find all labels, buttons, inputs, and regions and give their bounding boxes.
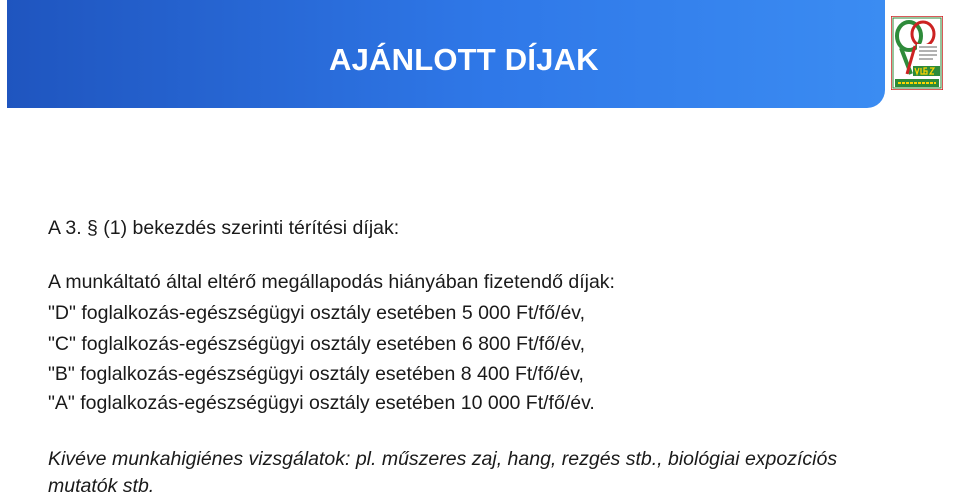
fee-row-d: "D" foglalkozás-egészségügyi osztály esetében 5 000 Ft/fő/év,	[48, 302, 586, 324]
intro-text: A munkáltató által eltérő megállapodás hiányában fizetendő díjak:	[48, 271, 615, 293]
title-banner	[7, 0, 885, 108]
fee-row-a: "A" foglalkozás-egészségügyi osztály esetében 10 000 Ft/fő/év.	[48, 392, 595, 414]
exception-note: Kivéve munkahigiénes vizsgálatok: pl. műszeres zaj, hang, rezgés stb., biológiai expozíciós	[48, 448, 838, 470]
exception-note-continued: mutatók stb.	[48, 475, 155, 497]
section-reference: A 3. § (1) bekezdés szerinti térítési díjak:	[48, 217, 400, 239]
page-title: AJÁNLOTT DÍJAK	[329, 42, 599, 77]
fee-row-b: "B" foglalkozás-egészségügyi osztály esetében 8 400 Ft/fő/év,	[48, 363, 584, 385]
fee-row-c: "C" foglalkozás-egészségügyi osztály esetében 6 800 Ft/fő/év,	[48, 333, 586, 355]
vusz-logo-icon	[891, 16, 943, 90]
